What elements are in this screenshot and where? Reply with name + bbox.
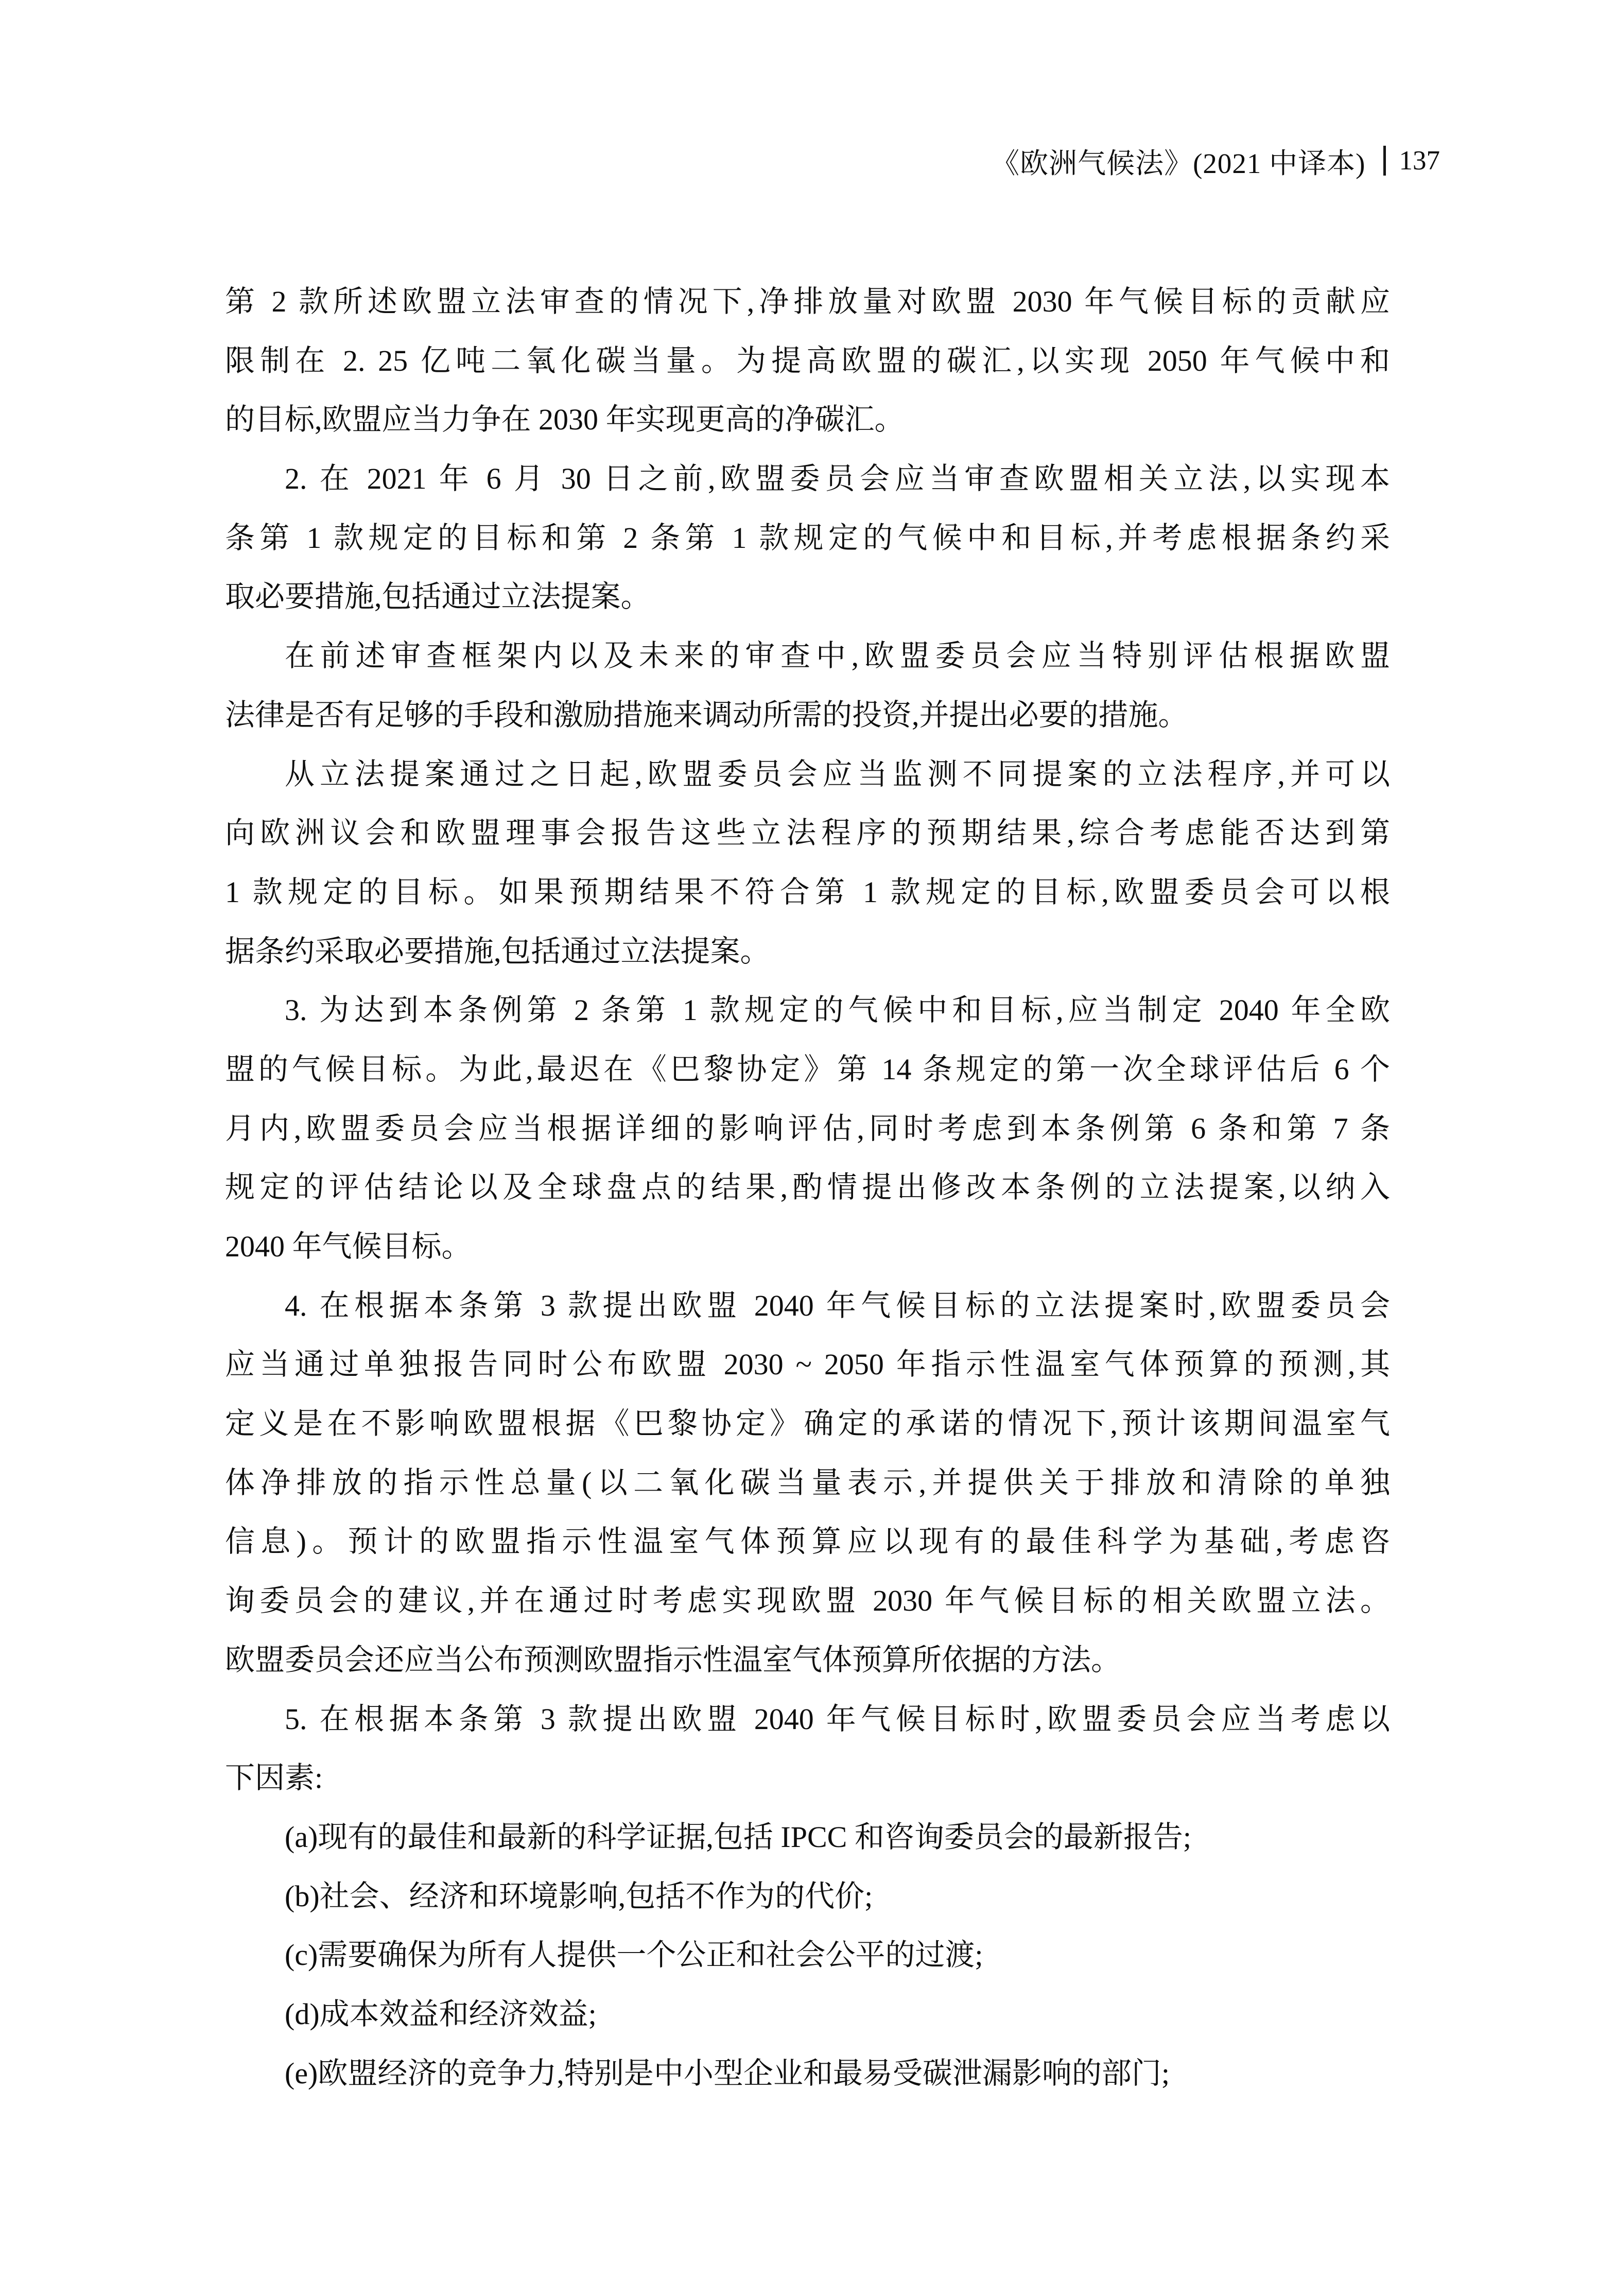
page-body — [225, 272, 1390, 2103]
book-title: 《欧洲气候法》(2021 中译本) — [991, 147, 1366, 179]
text-line: 规定的评估结论以及全球盘点的结果,酌情提出修改本条例的立法提案,以纳入 — [225, 1170, 1390, 1204]
header-separator-rule — [1383, 146, 1386, 176]
text-line: (b)社会、经济和环境影响,包括不作为的代价; — [285, 1879, 873, 1913]
text-line: 第 2 款所述欧盟立法审查的情况下,净排放量对欧盟 2030 年气候目标的贡献应 — [225, 285, 1390, 318]
text-line: 法律是否有足够的手段和激励措施来调动所需的投资,并提出必要的措施。 — [225, 698, 1188, 732]
text-line: 下因素: — [225, 1761, 323, 1795]
text-line: 在前述审查框架内以及未来的审查中,欧盟委员会应当特别评估根据欧盟 — [285, 639, 1390, 673]
text-line: 盟的气候目标。为此,最迟在《巴黎协定》第 14 条规定的第一次全球评估后 6 个 — [225, 1052, 1390, 1086]
text-line: (d)成本效益和经济效益; — [285, 1997, 597, 2031]
running-head — [991, 135, 1440, 186]
text-line: 据条约采取必要措施,包括通过立法提案。 — [225, 934, 770, 968]
text-line: 1 款规定的目标。如果预期结果不符合第 1 款规定的目标,欧盟委员会可以根 — [225, 875, 1390, 909]
text-line: 定义是在不影响欧盟根据《巴黎协定》确定的承诺的情况下,预计该期间温室气 — [225, 1407, 1390, 1441]
text-line: (c)需要确保为所有人提供一个公正和社会公平的过渡; — [285, 1938, 983, 1972]
text-line: 取必要措施,包括通过立法提案。 — [225, 580, 651, 614]
page-number: 137 — [1399, 146, 1440, 176]
text-line: (a)现有的最佳和最新的科学证据,包括 IPCC 和咨询委员会的最新报告; — [285, 1820, 1191, 1854]
text-line: 信息)。预计的欧盟指示性温室气体预算应以现有的最佳科学为基础,考虑咨 — [225, 1525, 1390, 1559]
text-line: 询委员会的建议,并在通过时考虑实现欧盟 2030 年气候目标的相关欧盟立法。 — [225, 1584, 1390, 1618]
text-line: (e)欧盟经济的竞争力,特别是中小型企业和最易受碳泄漏影响的部门; — [285, 2056, 1170, 2090]
text-line: 月内,欧盟委员会应当根据详细的影响评估,同时考虑到本条例第 6 条和第 7 条 — [225, 1111, 1390, 1145]
text-line: 应当通过单独报告同时公布欧盟 2030 ~ 2050 年指示性温室气体预算的预测,其 — [225, 1348, 1390, 1382]
text-line: 2040 年气候目标。 — [225, 1230, 472, 1263]
text-line: 条第 1 款规定的目标和第 2 条第 1 款规定的气候中和目标,并考虑根据条约采 — [225, 521, 1390, 555]
text-line: 体净排放的指示性总量(以二氧化碳当量表示,并提供关于排放和清除的单独 — [225, 1465, 1390, 1499]
text-line: 4. 在根据本条第 3 款提出欧盟 2040 年气候目标的立法提案时,欧盟委员会 — [285, 1288, 1390, 1322]
text-line: 从立法提案通过之日起,欧盟委员会应当监测不同提案的立法程序,并可以 — [285, 757, 1390, 791]
text-line: 2. 在 2021 年 6 月 30 日之前,欧盟委员会应当审查欧盟相关立法,以实现本 — [285, 462, 1390, 496]
text-line: 的目标,欧盟应当力争在 2030 年实现更高的净碳汇。 — [225, 403, 905, 437]
text-line: 欧盟委员会还应当公布预测欧盟指示性温室气体预算所依据的方法。 — [225, 1643, 1121, 1677]
text-line: 3. 为达到本条例第 2 条第 1 款规定的气候中和目标,应当制定 2040 年全欧 — [285, 993, 1390, 1027]
text-line: 限制在 2. 25 亿吨二氧化碳当量。为提高欧盟的碳汇,以实现 2050 年气候中和 — [225, 343, 1390, 377]
text-line: 向欧洲议会和欧盟理事会报告这些立法程序的预期结果,综合考虑能否达到第 — [225, 816, 1390, 850]
text-line: 5. 在根据本条第 3 款提出欧盟 2040 年气候目标时,欧盟委员会应当考虑以 — [285, 1702, 1390, 1736]
